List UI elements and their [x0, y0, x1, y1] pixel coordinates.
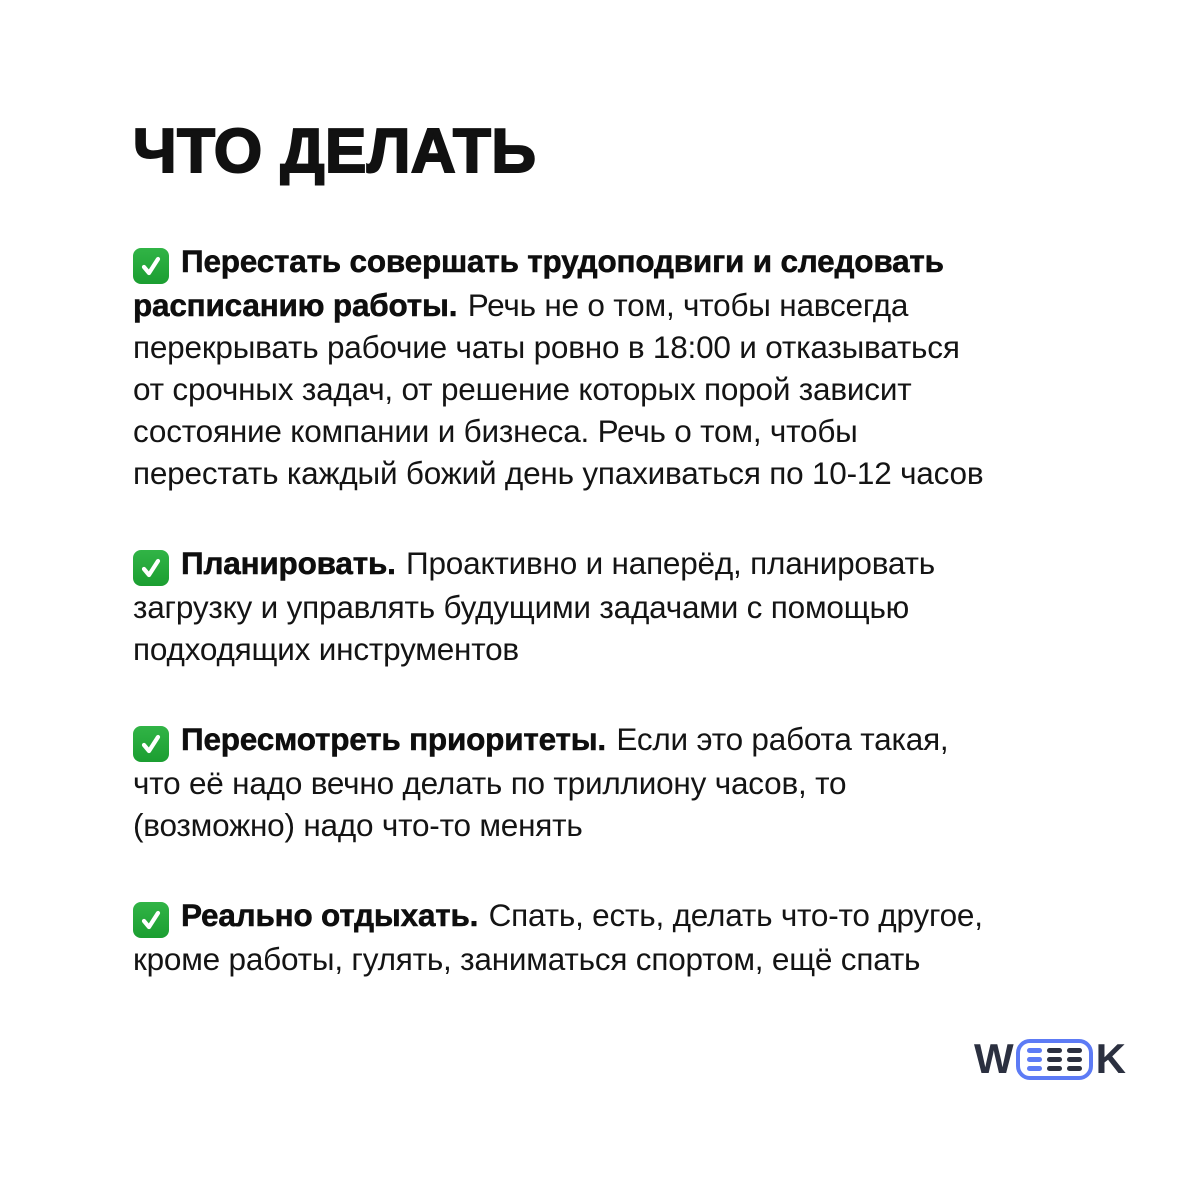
checklist-item: [133, 894, 989, 980]
logo-letter-k: K: [1095, 1035, 1125, 1082]
check-emoji-icon: [133, 550, 169, 586]
item-body: Спать, есть, делать что-то другое, кроме работы, гулять, заниматься спортом, ещё спать: [133, 897, 983, 978]
item-lead: Перестать совершать трудоподвиги и следовать расписанию работы.: [133, 243, 944, 324]
checklist-item: [133, 240, 989, 494]
check-emoji-icon: [133, 248, 169, 284]
checklist: [133, 240, 989, 980]
item-lead: Планировать.: [181, 545, 396, 582]
logo-letter-e-icon: [1027, 1048, 1042, 1071]
checklist-item: [133, 718, 989, 846]
logo-letter-e-icon: [1067, 1048, 1082, 1071]
item-body: Если это работа такая, что её надо вечно делать по триллиону часов, то (возможно) надо что-то менять: [133, 721, 949, 844]
checklist-item: [133, 542, 989, 670]
logo-letter-e-icon: [1047, 1048, 1062, 1071]
page-title: ЧТО ДЕЛАТЬ: [133, 117, 537, 186]
item-lead: Пересмотреть приоритеты.: [181, 721, 606, 758]
check-emoji-icon: [133, 726, 169, 762]
item-lead: Реально отдыхать.: [181, 897, 479, 934]
weeek-logo: [974, 1035, 1125, 1082]
item-body: Проактивно и наперёд, планировать загрузку и управлять будущими задачами с помощью подходящих инструментов: [133, 545, 935, 668]
logo-box: [1016, 1039, 1093, 1080]
check-emoji-icon: [133, 902, 169, 938]
item-body: Речь не о том, чтобы навсегда перекрывать рабочие чаты ровно в 18:00 и отказываться от срочных задач, от решение которых порой зависит состояние компании и бизнеса. Речь о том, чтобы перестать каждый божий день упахиваться по 10-12 часов: [133, 287, 984, 492]
logo-letter-w: W: [974, 1035, 1013, 1082]
slide-content: [133, 118, 993, 980]
